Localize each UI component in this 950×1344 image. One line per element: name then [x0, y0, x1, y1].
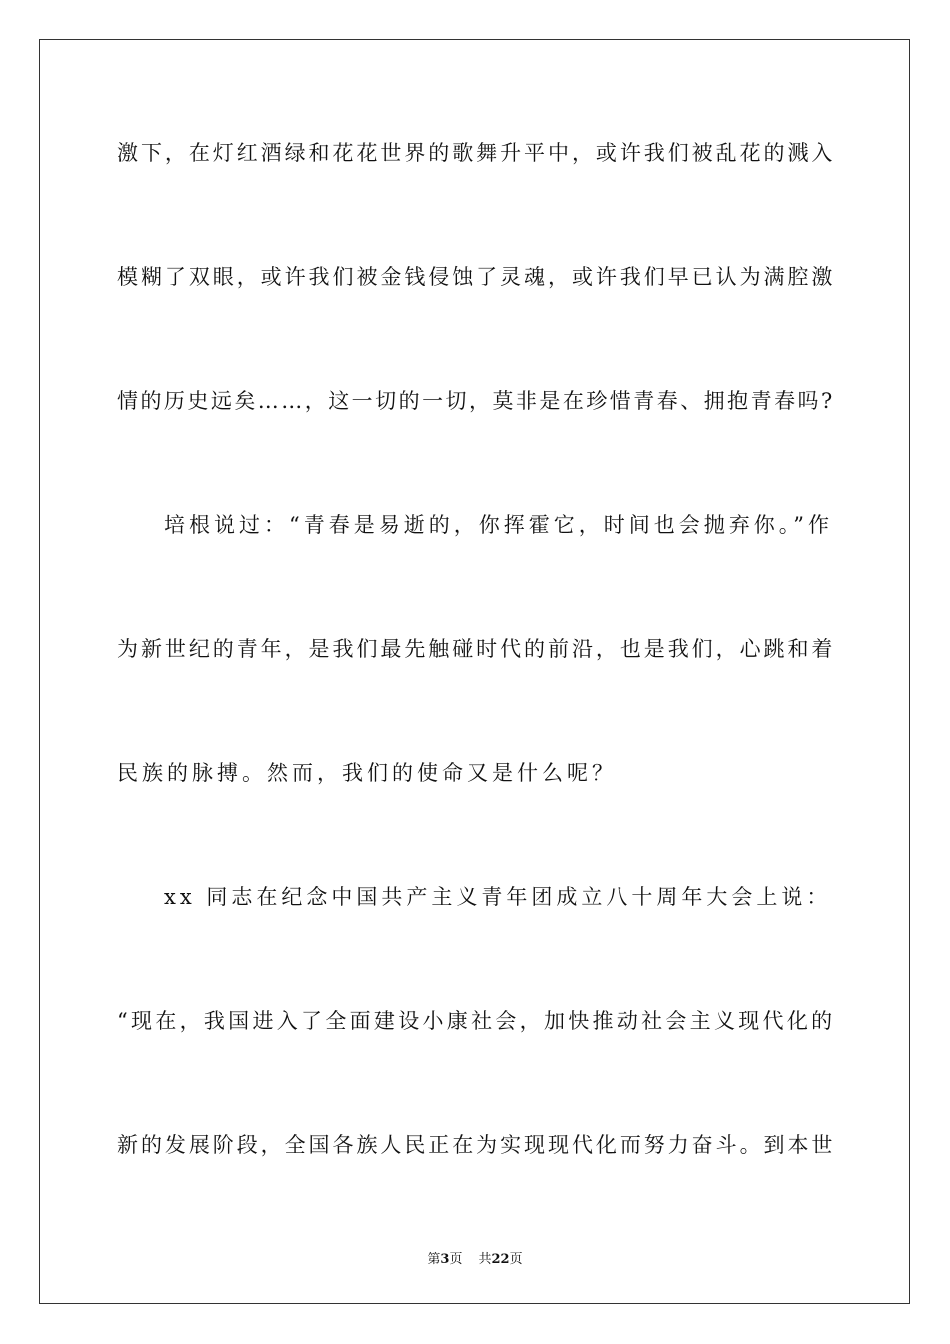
total-pages: 22	[491, 1252, 510, 1267]
total-suffix: 页	[509, 1252, 523, 1267]
page-footer	[0, 1248, 950, 1267]
page-suffix: 页	[449, 1252, 463, 1267]
text-line-9: 新的发展阶段，全国各族人民正在为实现现代化而努力奋斗。到本世	[117, 1133, 836, 1157]
page-prefix: 第	[427, 1252, 441, 1267]
total-prefix: 共	[478, 1252, 492, 1267]
text-line-3: 情的历史远矣……，这一切的一切，莫非是在珍惜青春、拥抱青春吗?	[117, 389, 835, 413]
text-line-1: 激下，在灯红酒绿和花花世界的歌舞升平中，或许我们被乱花的溅入	[117, 141, 836, 165]
text-line-8: “现在，我国进入了全面建设小康社会，加快推动社会主义现代化的	[117, 1009, 836, 1033]
text-line-5: 为新世纪的青年，是我们最先触碰时代的前沿，也是我们，心跳和着	[117, 637, 836, 661]
text-line-4: 培根说过：“青春是易逝的，你挥霍它，时间也会抛弃你。”作	[164, 513, 833, 537]
page-number: 3	[440, 1252, 450, 1267]
text-line-6: 民族的脉搏。然而，我们的使命又是什么呢？	[117, 761, 617, 785]
text-line-7: xx 同志在纪念中国共产主义青年团成立八十周年大会上说：	[164, 885, 832, 909]
page-border	[39, 39, 910, 1304]
text-line-2: 模糊了双眼，或许我们被金钱侵蚀了灵魂，或许我们早已认为满腔激	[117, 265, 836, 289]
